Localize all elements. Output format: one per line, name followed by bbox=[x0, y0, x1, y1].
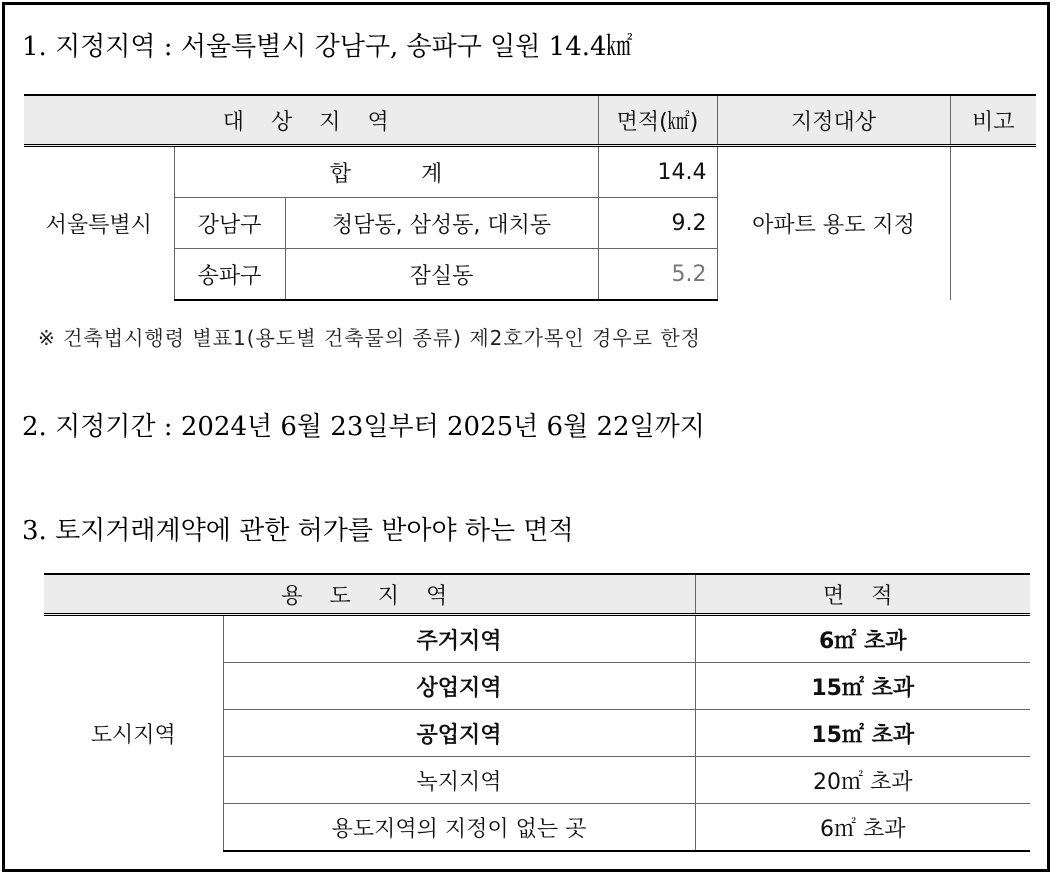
area-cell: 15㎡ 초과 bbox=[695, 710, 1030, 757]
district-songpa: 송파구 bbox=[174, 249, 285, 301]
remark-cell bbox=[950, 146, 1036, 301]
designation-target-cell: 아파트 용도 지정 bbox=[717, 146, 950, 301]
zone-cell: 주거지역 bbox=[223, 615, 695, 663]
area-cell: 6㎡ 초과 bbox=[695, 615, 1030, 663]
category-cell: 도시지역 bbox=[90, 723, 176, 748]
area-cell: 20㎡ 초과 bbox=[695, 757, 1030, 804]
header-target-area: 대 상 지 역 bbox=[24, 95, 598, 146]
header-remark: 비고 bbox=[950, 95, 1036, 146]
permit-area-table bbox=[44, 573, 1030, 852]
table-header-row bbox=[24, 95, 1036, 146]
area-cell: 6㎡ 초과 bbox=[695, 804, 1030, 852]
area-cell: 15㎡ 초과 bbox=[695, 663, 1030, 710]
total-label: 합 계 bbox=[174, 146, 598, 198]
dongs-gangnam: 청담동, 삼성동, 대치동 bbox=[285, 198, 598, 249]
section3-heading: 3. 토지거래계약에 관한 허가를 받아야 하는 면적 bbox=[22, 516, 574, 546]
section1-heading: 1. 지정지역 : 서울특별시 강남구, 송파구 일원 14.4㎢ bbox=[22, 32, 633, 62]
city-cell: 서울특별시 bbox=[45, 213, 152, 238]
zone-cell: 상업지역 bbox=[223, 663, 695, 710]
header-permit-area: 면 적 bbox=[695, 574, 1030, 615]
header-zone: 용 도 지 역 bbox=[44, 574, 695, 615]
footnote: ※ 건축법시행령 별표1(용도별 건축물의 종류) 제2호가목인 경우로 한정 bbox=[38, 326, 701, 350]
header-designation-target: 지정대상 bbox=[717, 95, 950, 146]
header-area: 면적(㎢) bbox=[598, 95, 717, 146]
table-row bbox=[24, 146, 1036, 198]
total-area: 14.4 bbox=[598, 146, 717, 198]
district-gangnam: 강남구 bbox=[174, 198, 285, 249]
area-gangnam: 9.2 bbox=[598, 198, 717, 249]
zone-cell: 공업지역 bbox=[223, 710, 695, 757]
dongs-songpa: 잠실동 bbox=[285, 249, 598, 301]
designated-area-table bbox=[24, 94, 1036, 301]
table-row bbox=[44, 615, 1030, 663]
area-songpa: 5.2 bbox=[598, 249, 717, 301]
zone-cell: 용도지역의 지정이 없는 곳 bbox=[223, 804, 695, 852]
table-header-row bbox=[44, 574, 1030, 615]
section2-heading: 2. 지정기간 : 2024년 6월 23일부터 2025년 6월 22일까지 bbox=[22, 412, 705, 442]
zone-cell: 녹지지역 bbox=[223, 757, 695, 804]
